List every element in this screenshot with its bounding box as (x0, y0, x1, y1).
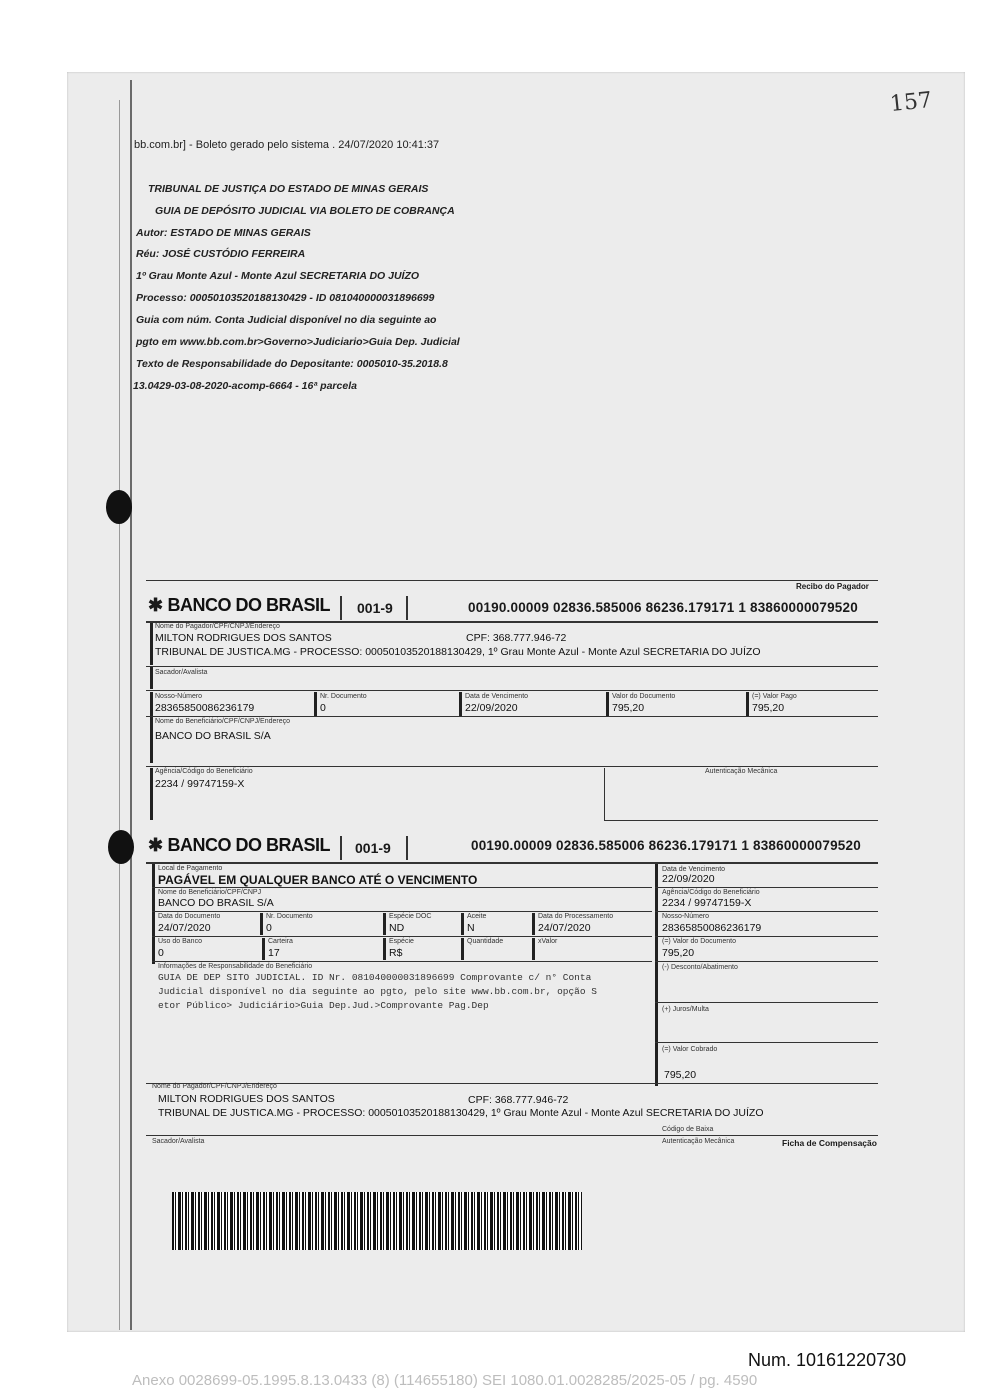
divider (146, 690, 878, 691)
punch-hole-top (106, 490, 132, 524)
info-line: Processo: 00050103520188130429 - ID 081040000031896699 (136, 292, 435, 304)
bank-code: 001-9 (357, 600, 393, 616)
divider (146, 716, 878, 717)
local-pagamento: PAGÁVEL EM QUALQUER BANCO ATÉ O VENCIMENTO (158, 873, 478, 887)
info-line: pgto em www.bb.com.br>Governo>Judiciario>Guia Dep. Judicial (136, 336, 460, 348)
info-line: 1º Grau Monte Azul - Monte Azul SECRETARIA DO JUÍZO (136, 270, 420, 282)
punch-hole-bottom (108, 830, 134, 864)
carteira: 17 (268, 947, 280, 959)
bb-logo-icon: ✱ (148, 835, 164, 855)
divider (146, 766, 878, 767)
label: (=) Valor Pago (752, 693, 797, 700)
bb-logo-text: BANCO DO BRASIL (167, 835, 331, 855)
divider (146, 580, 878, 581)
recibo-title: Recibo do Pagador (796, 582, 869, 591)
bank-code: 001-9 (355, 840, 391, 856)
info-line: Texto de Responsabilidade do Depositante: 0005010-35.2018.8 (136, 358, 448, 370)
pagador-endereco: TRIBUNAL DE JUSTICA.MG - PROCESSO: 00050103520188130429, 1º Grau Monte Azul - Monte Azul SECRETARIA DO JUÍZO (158, 1107, 764, 1119)
label: Data de Vencimento (662, 866, 726, 873)
divider (655, 911, 878, 912)
label: Uso do Banco (158, 938, 202, 945)
divider (461, 938, 464, 960)
label: (-) Desconto/Abatimento (662, 964, 738, 971)
valor-documento: 795,20 (612, 702, 645, 714)
linha-digitavel: 00190.00009 02836.585006 86236.179171 1 83860000079520 (471, 838, 861, 853)
especie: R$ (389, 947, 403, 959)
valor-documento: 795,20 (662, 947, 695, 959)
divider (260, 913, 263, 935)
label: Aceite (467, 913, 487, 920)
aceite: N (467, 922, 475, 934)
label: Data do Documento (158, 913, 221, 920)
label: Data de Vencimento (465, 693, 529, 700)
divider (150, 768, 153, 820)
info-line: Autor: ESTADO DE MINAS GERAIS (136, 227, 311, 239)
agencia-codigo: 2234 / 99747159-X (155, 778, 245, 790)
divider (532, 938, 535, 960)
valor-pago: 795,20 (752, 702, 785, 714)
pagador-endereco: TRIBUNAL DE JUSTICA.MG - PROCESSO: 00050103520188130429, 1º Grau Monte Azul - Monte Azul SECRETARIA DO JUÍZO (155, 646, 761, 658)
divider (146, 862, 878, 864)
label: Local de Pagamento (158, 865, 223, 872)
barcode (172, 1192, 582, 1250)
divider (146, 666, 878, 667)
bb-logo-icon: ✱ (148, 595, 164, 615)
divider (406, 596, 408, 620)
divider (655, 936, 878, 937)
nosso-numero: 28365850086236179 (155, 702, 255, 714)
divider (655, 1002, 878, 1003)
divider (146, 1135, 878, 1136)
linha-digitavel: 00190.00009 02836.585006 86236.179171 1 83860000079520 (468, 600, 858, 615)
info-line: TRIBUNAL DE JUSTIÇA DO ESTADO DE MINAS GERAIS (148, 183, 429, 195)
label: Autenticação Mecânica (705, 768, 778, 775)
pagador-cpf: CPF: 368.777.946-72 (466, 632, 567, 644)
valor-cobrado: 795,20 (664, 1069, 697, 1081)
label: Nome do Beneficiário/CPF/CNPJ (158, 889, 262, 896)
label: Agência/Código do Beneficiário (155, 768, 253, 775)
info-line: Réu: JOSÉ CUSTÓDIO FERREIRA (136, 248, 306, 260)
divider (383, 913, 386, 935)
divider (150, 692, 153, 716)
divider (152, 961, 652, 962)
divider (655, 961, 878, 962)
nr-documento: 0 (320, 702, 326, 714)
especie-doc: ND (389, 922, 405, 934)
divider (340, 836, 342, 860)
divider (150, 667, 153, 689)
label: (+) Juros/Multa (662, 1006, 709, 1013)
divider (150, 623, 153, 665)
label: xValor (538, 938, 558, 945)
label: Quantidade (467, 938, 504, 945)
bb-logo (148, 595, 330, 616)
info-line: 13.0429-03-08-2020-acomp-6664 - 16ª parcela (133, 380, 357, 392)
pagador-nome: MILTON RODRIGUES DOS SANTOS (158, 1093, 335, 1105)
informacoes-line: Judicial disponível no dia seguinte ao pgto, pelo site www.bb.com.br, opção S (158, 986, 597, 997)
pagador-cpf: CPF: 368.777.946-72 (468, 1094, 569, 1106)
beneficiario: BANCO DO BRASIL S/A (155, 730, 271, 742)
divider (655, 864, 658, 1086)
beneficiario: BANCO DO BRASIL S/A (158, 897, 274, 909)
label: Espécie DOC (389, 913, 432, 920)
uso-banco: 0 (158, 947, 164, 959)
label: Nome do Pagador/CPF/CNPJ/Endereço (152, 1083, 277, 1090)
label: Sacador/Avalista (155, 669, 208, 676)
divider (604, 820, 878, 821)
divider (604, 768, 605, 820)
footer-reference: Anexo 0028699-05.1995.8.13.0433 (8) (114655180) SEI 1080.01.0028285/2025-05 / pg. 4590 (132, 1372, 758, 1389)
label: Código de Baixa (662, 1126, 714, 1133)
label: Valor do Documento (612, 693, 676, 700)
divider (655, 887, 878, 888)
divider (152, 864, 155, 964)
divider (152, 911, 652, 912)
document-number: Num. 10161220730 (748, 1350, 907, 1370)
pagador-nome: MILTON RODRIGUES DOS SANTOS (155, 632, 332, 644)
label: Espécie (389, 938, 414, 945)
divider (262, 938, 265, 960)
bb-logo (148, 835, 330, 856)
informacoes-line: etor Público> Judiciário>Guia Dep.Jud.>Comprovante Pag.Dep (158, 1000, 489, 1011)
bb-logo-text: BANCO DO BRASIL (167, 595, 331, 615)
divider (459, 692, 462, 716)
nr-documento: 0 (266, 922, 272, 934)
data-documento: 24/07/2020 (158, 922, 211, 934)
agencia-codigo: 2234 / 99747159-X (662, 897, 752, 909)
divider (461, 913, 464, 935)
system-header: bb.com.br] - Boleto gerado pelo sistema . 24/07/2020 10:41:37 (134, 139, 440, 151)
divider (746, 692, 749, 716)
informacoes-line: GUIA DE DEP SITO JUDICIAL. ID Nr. 081040000031896699 Comprovante c/ n° Conta (158, 972, 592, 983)
label: (=) Valor do Documento (662, 938, 736, 945)
handwritten-page-number: 157 (888, 87, 934, 118)
info-line: Guia com núm. Conta Judicial disponível no dia seguinte ao (136, 314, 437, 326)
divider (406, 836, 408, 860)
divider (152, 936, 652, 937)
label: Nosso-Número (155, 693, 203, 700)
ficha-title: Ficha de Compensação (782, 1138, 877, 1148)
label: Data do Processamento (538, 913, 614, 920)
label: (=) Valor Cobrado (662, 1046, 718, 1053)
data-vencimento: 22/09/2020 (662, 873, 715, 885)
data-vencimento: 22/09/2020 (465, 702, 518, 714)
scan-fold-line-2 (119, 100, 120, 1330)
label: Sacador/Avalista (152, 1138, 205, 1145)
label: Nr. Documento (266, 913, 313, 920)
label: Agência/Código do Beneficiário (662, 889, 760, 896)
divider (152, 887, 652, 888)
label: Autenticação Mecânica (662, 1138, 735, 1145)
divider (150, 717, 153, 763)
info-line: GUIA DE DEPÓSITO JUDICIAL VIA BOLETO DE COBRANÇA (155, 205, 455, 217)
divider (314, 692, 317, 716)
label: Nome do Beneficiário/CPF/CNPJ/Endereço (155, 718, 291, 725)
divider (383, 938, 386, 960)
label: Nr. Documento (320, 693, 367, 700)
scan-fold-line (130, 80, 132, 1330)
data-processamento: 24/07/2020 (538, 922, 591, 934)
divider (606, 692, 609, 716)
divider (655, 1042, 878, 1043)
nosso-numero: 28365850086236179 (662, 922, 762, 934)
label: Nosso-Número (662, 913, 710, 920)
divider (340, 596, 342, 620)
label: Informações de Responsabilidade do Beneficiário (158, 963, 313, 970)
label: Carteira (268, 938, 293, 945)
divider (532, 913, 535, 935)
label: Nome do Pagador/CPF/CNPJ/Endereço (155, 623, 280, 630)
